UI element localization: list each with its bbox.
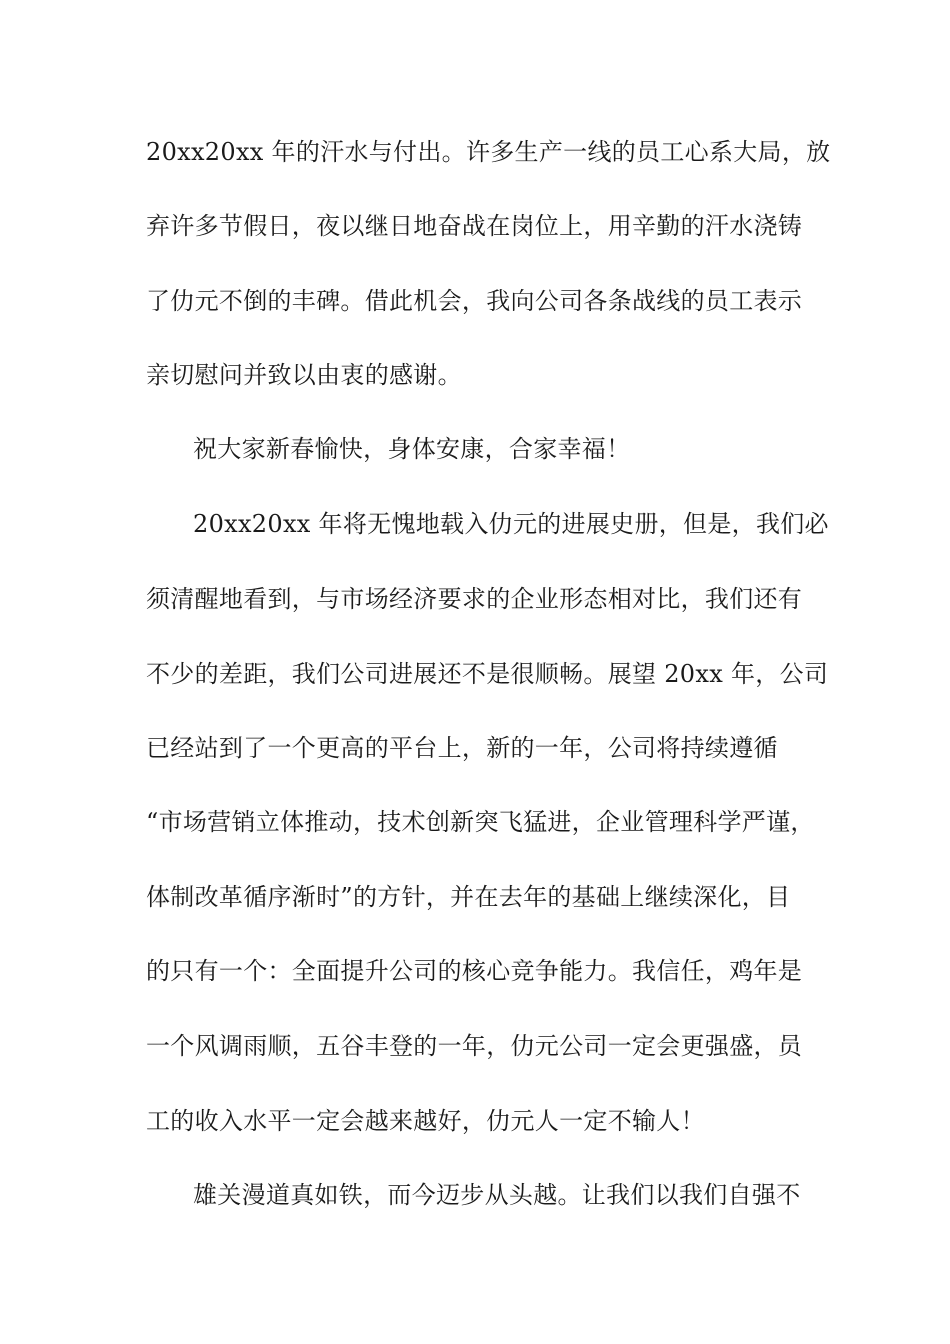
text-line-2: 弃许多节假日，夜以继日地奋战在岗位上，用辛勤的汗水浇铸 xyxy=(146,212,803,240)
text-line-8: 不少的差距，我们公司进展还不是很顺畅。展望 20xx 年，公司 xyxy=(146,660,829,688)
text-line-13: 一个风调雨顺，五谷丰登的一年，仂元公司一定会更强盛，员 xyxy=(146,1032,803,1060)
text-line-5: 祝大家新春愉快，身体安康，合家幸福！ xyxy=(193,435,631,463)
text-line-6: 20xx20xx 年将无愧地载入仂元的进展史册，但是，我们必 xyxy=(193,510,829,538)
text-line-3: 了仂元不倒的丰碑。借此机会，我向公司各条战线的员工表示 xyxy=(146,287,803,315)
text-line-7: 须清醒地看到，与市场经济要求的企业形态相对比，我们还有 xyxy=(146,585,803,613)
text-line-14: 工的收入水平一定会越来越好，仂元人一定不输人！ xyxy=(146,1107,705,1135)
text-line-15: 雄关漫道真如铁，而今迈步从头越。让我们以我们自强不 xyxy=(193,1181,801,1209)
text-line-10: “市场营销立体推动，技术创新突飞猛进，企业管理科学严谨， xyxy=(146,808,815,836)
text-line-12: 的只有一个：全面提升公司的核心竞争能力。我信任，鸡年是 xyxy=(146,957,803,985)
text-line-1: 20xx20xx 年的汗水与付出。许多生产一线的员工心系大局，放 xyxy=(146,138,831,166)
text-line-11: 体制改革循序渐时”的方针，并在去年的基础上继续深化，目 xyxy=(146,883,791,911)
text-line-9: 已经站到了一个更高的平台上，新的一年，公司将持续遵循 xyxy=(146,734,778,762)
text-line-4: 亲切慰问并致以由衷的感谢。 xyxy=(146,361,462,389)
